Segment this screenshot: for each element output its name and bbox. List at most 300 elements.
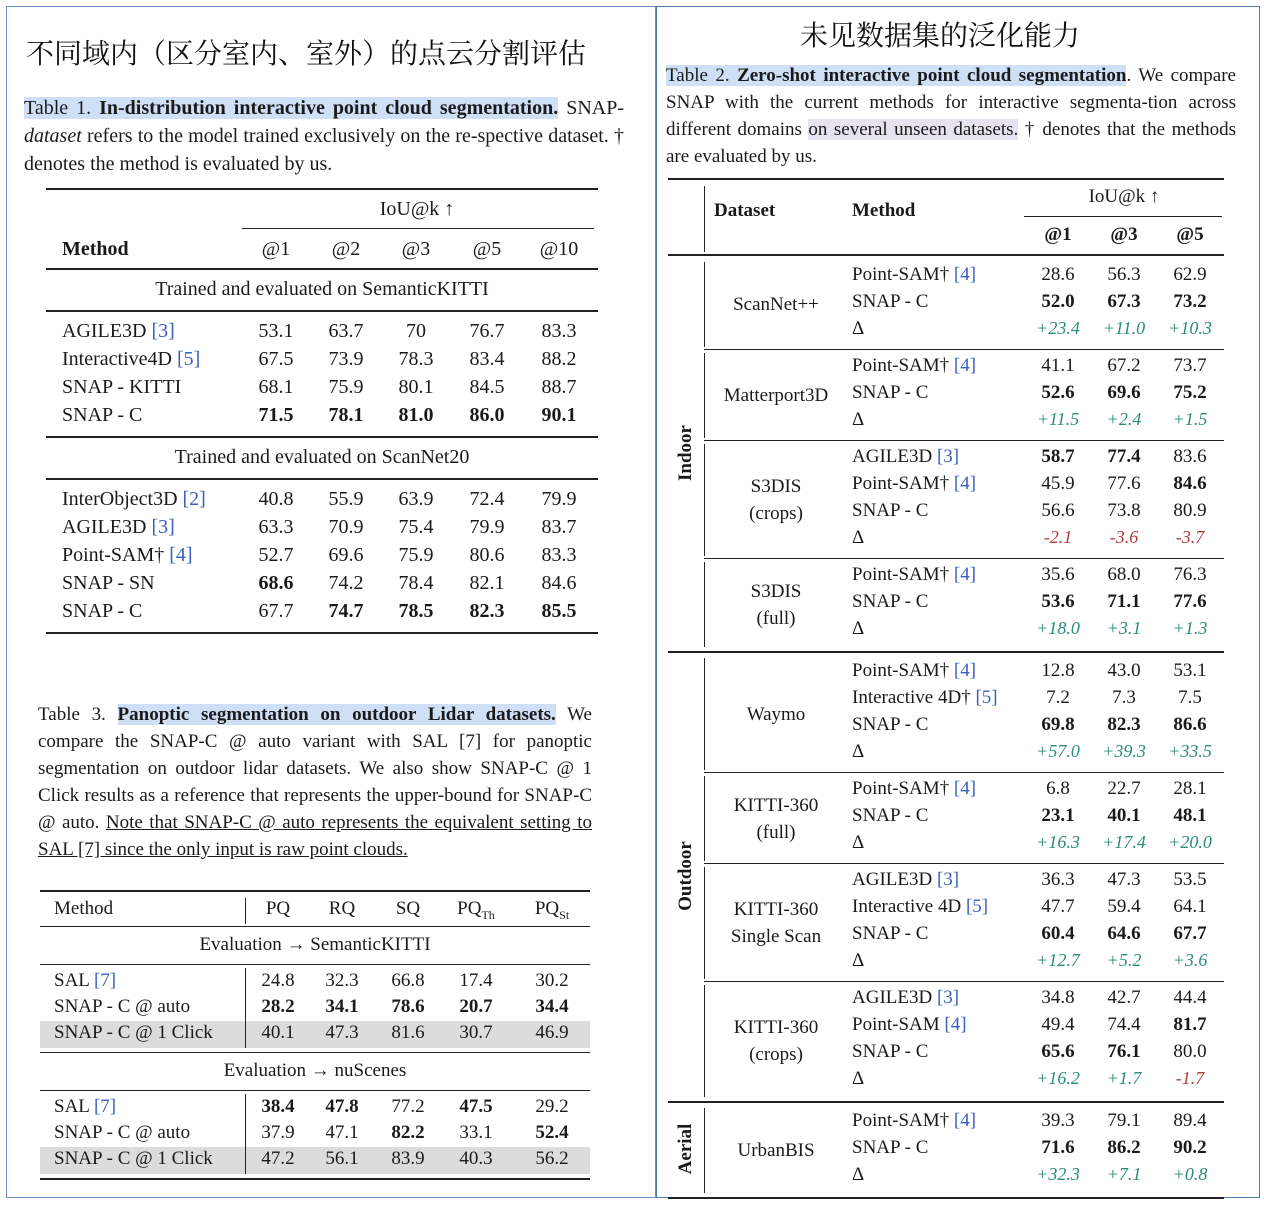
- table3-col-header-sub: St: [559, 907, 570, 922]
- table1-row-citation: [4]: [169, 544, 193, 566]
- table3-cell: 32.3: [325, 970, 359, 991]
- table2-cell: 34.8: [1041, 987, 1075, 1008]
- table2-row-citation: [4]: [944, 1014, 967, 1035]
- table2-cell: 77.6: [1107, 473, 1141, 494]
- table-rule: [668, 651, 1224, 653]
- table2-vrule: [704, 658, 705, 770]
- table2-vrule: [704, 562, 705, 647]
- table3-section-title: Evaluation → SemanticKITTI: [199, 934, 431, 955]
- table1-row-method: AGILE3D: [62, 320, 147, 342]
- table2-row-method: Point-SAM†: [852, 264, 950, 285]
- table1-cell: 83.3: [541, 544, 577, 566]
- table3-row-citation: [7]: [93, 970, 117, 991]
- table2-row-method: Δ: [852, 318, 865, 339]
- table2-row-citation: [3]: [936, 869, 960, 890]
- table2-vrule: [704, 353, 705, 438]
- table1-row-citation: [3]: [151, 516, 175, 538]
- table2-row-method: [852, 1110, 976, 1132]
- table1-cell: 82.1: [469, 572, 505, 594]
- table2-vrule: [704, 186, 705, 252]
- table-rule: [40, 1052, 590, 1053]
- table2-cell: 73.8: [1107, 500, 1141, 521]
- table3-method-header: Method: [54, 898, 114, 919]
- table2-vrule: [704, 444, 705, 556]
- table-rule: [46, 268, 598, 270]
- table2-delta-cell: +16.2: [1036, 1068, 1080, 1088]
- table-rule: [46, 310, 598, 312]
- table1-row-citation: [3]: [151, 320, 175, 342]
- table1-section-title: Trained and evaluated on SemanticKITTI: [155, 278, 489, 300]
- table2-cell: 75.2: [1173, 382, 1207, 403]
- table1-row-method: [62, 320, 175, 343]
- table2-row-method: Interactive 4D†: [852, 687, 971, 708]
- table1-cell: 80.6: [469, 544, 505, 566]
- table2-delta-cell: +11.0: [1102, 318, 1146, 338]
- table1-cell: 76.7: [469, 320, 505, 342]
- table2-dataset-name-line: S3DIS: [750, 580, 802, 602]
- table2-cell: 82.3: [1107, 714, 1141, 735]
- table2-row-method: AGILE3D: [852, 446, 933, 467]
- table2-cell: 7.3: [1112, 687, 1136, 708]
- table2-caption-a: . We compare SNAP with the current methods for interactive segmenta-tion across different domains: [666, 65, 1236, 140]
- table2-row-method: Δ: [852, 1164, 865, 1185]
- table2-cell: 77.6: [1173, 591, 1207, 612]
- table2-cell: 44.4: [1173, 987, 1207, 1008]
- table3-col-header: [308, 898, 376, 920]
- table2-row-method: AGILE3D: [852, 869, 933, 890]
- table2-metric-rule: [1024, 216, 1222, 217]
- table1-cell: 68.6: [258, 572, 294, 594]
- table2-row-method: Δ: [852, 1068, 865, 1089]
- table1-cell: 70: [406, 320, 426, 342]
- table2-cell: 74.4: [1107, 1014, 1141, 1035]
- table2-row-citation: [3]: [936, 446, 960, 467]
- table3-cell: 40.3: [459, 1148, 493, 1169]
- table3-cell: 30.2: [535, 970, 569, 991]
- table3-col-header-text: PQ: [265, 898, 291, 919]
- table2-dataset-name: [710, 792, 842, 846]
- table1-caption-body-a: SNAP-: [566, 97, 625, 119]
- table3-cell: 17.4: [459, 970, 493, 991]
- left-heading: 不同域内（区分室内、室外）的点云分割评估: [26, 37, 587, 70]
- table1-cell: 84.5: [469, 376, 505, 398]
- table2-row-method: Δ: [852, 527, 865, 548]
- table3-caption: [38, 701, 592, 863]
- table3-cell: 33.1: [459, 1122, 493, 1143]
- table2-row-citation: [4]: [953, 778, 977, 799]
- table2-dataset-name-line: Matterport3D: [723, 385, 829, 406]
- table1-col-header: @2: [331, 238, 361, 260]
- table2-cell: 23.1: [1041, 805, 1075, 826]
- table2-cell: 64.6: [1107, 923, 1141, 944]
- table1-cell: 71.5: [258, 404, 294, 426]
- table2-row-method: [852, 355, 976, 377]
- table2-row-method: [852, 409, 864, 431]
- table1-cell: 80.1: [398, 376, 434, 398]
- table3-caption-body: We compare the SNAP-C @ auto variant with SAL [7] for panoptic segmentation on outdoor lidar datasets. We also show SNAP-C @ 1 Click results as a reference that represents the upper-bound for SNAP-C @ auto.: [38, 704, 592, 833]
- table2-row-method: SNAP - C: [852, 923, 929, 944]
- table1-row-method: [62, 572, 155, 595]
- table3-cell: 47.5: [459, 1096, 493, 1117]
- table1-cell: 72.4: [469, 488, 505, 510]
- table2-row-method: SNAP - C: [852, 714, 929, 735]
- table3-vrule: [245, 968, 246, 1048]
- table2-row-method: [852, 805, 928, 827]
- table2-method-header: Method: [852, 200, 916, 221]
- table3-col-header-text: SQ: [395, 898, 421, 919]
- table1-cell: 75.4: [398, 516, 434, 538]
- table3-cell: 56.1: [325, 1148, 359, 1169]
- table2-dataset-name: [710, 896, 842, 950]
- table3-row-method: SAL: [54, 1096, 90, 1117]
- table2-row-method: [852, 741, 864, 763]
- table3-row-method: [54, 1122, 190, 1144]
- table1-row-method: [62, 488, 206, 511]
- table-rule: [40, 926, 590, 927]
- table2-row-method: [852, 382, 928, 404]
- table2-dataset-rule: [704, 440, 1224, 441]
- table1-cell: 75.9: [328, 376, 364, 398]
- table3-row-method: SNAP - C @ 1 Click: [54, 1148, 213, 1169]
- table2-cell: 67.3: [1107, 291, 1141, 312]
- table-rule: [40, 1090, 590, 1091]
- table1-cell: 79.9: [469, 516, 505, 538]
- table2-cell: 86.2: [1107, 1137, 1141, 1158]
- table2-delta-cell: +16.3: [1036, 832, 1080, 852]
- table2-row-method: SNAP - C: [852, 805, 929, 826]
- table2-dataset-name: [710, 701, 842, 728]
- table2-dataset-rule: [704, 558, 1224, 559]
- table2-dataset-name-line: UrbanBIS: [737, 1140, 815, 1161]
- table2-cell: 64.1: [1173, 896, 1207, 917]
- table2-dataset-name-line: (crops): [749, 1044, 803, 1065]
- table2-row-method: [852, 832, 864, 854]
- table1-method-header: Method: [62, 238, 129, 260]
- table2-cell: 7.5: [1178, 687, 1202, 708]
- table3-cell: 30.7: [459, 1022, 493, 1043]
- table2-delta-cell: +2.4: [1106, 409, 1142, 429]
- table-rule: [46, 188, 598, 190]
- table2-group-label: Indoor: [675, 424, 696, 481]
- table3-col-header-text: PQ: [457, 898, 482, 919]
- table3-cell: 38.4: [261, 1096, 295, 1117]
- table2-row-method: AGILE3D: [852, 987, 933, 1008]
- table2-row-citation: [4]: [953, 564, 977, 585]
- table2-col-header: @5: [1176, 224, 1204, 245]
- table2-cell: 80.9: [1173, 500, 1207, 521]
- table2-dataset-header: Dataset: [714, 200, 776, 221]
- table1-cell: 85.5: [541, 600, 577, 622]
- table2-row-method: Point-SAM†: [852, 660, 950, 681]
- table2-cell: 45.9: [1041, 473, 1075, 494]
- table3-cell: 28.2: [261, 996, 295, 1017]
- table2-cell: 41.1: [1041, 355, 1075, 376]
- table2-dataset-rule: [704, 863, 1224, 864]
- table1-cell: 78.5: [398, 600, 434, 622]
- table2-cell: 68.0: [1107, 564, 1141, 585]
- table1-col-header: @3: [401, 238, 431, 260]
- table1-cell: 79.9: [541, 488, 577, 510]
- table2-row-method: [852, 1137, 928, 1159]
- table2-delta-cell: +12.7: [1036, 950, 1080, 970]
- table2-row-method: Δ: [852, 741, 865, 762]
- table2-row-method: [852, 714, 928, 736]
- table1-col-header: @1: [261, 238, 291, 260]
- table3-cell: 46.9: [535, 1022, 569, 1043]
- table2-row-citation: [4]: [953, 264, 977, 285]
- table2-dataset-name-line: (crops): [749, 503, 803, 524]
- table2-row-method: [852, 1068, 864, 1090]
- table1-cell: 81.0: [398, 404, 434, 426]
- table3-col-header-text: PQ: [534, 898, 560, 919]
- table2-col-header: @1: [1044, 224, 1072, 245]
- table2-cell: 69.8: [1041, 714, 1075, 735]
- table1-cell: 53.1: [258, 320, 294, 342]
- table3-cell: 78.6: [391, 996, 425, 1017]
- table1-caption-body-b: dataset: [24, 125, 82, 147]
- table2-delta-cell: +5.2: [1106, 950, 1142, 970]
- table2-cell: 76.3: [1173, 564, 1207, 585]
- table2-vrule: [704, 776, 705, 861]
- table2-delta-cell: +3.6: [1172, 950, 1208, 970]
- table1-cell: 70.9: [328, 516, 364, 538]
- table2-row-method: [852, 896, 988, 918]
- table2-dataset-name-line: (full): [756, 607, 796, 629]
- table1-row-method: [62, 404, 142, 427]
- table2-cell: 49.4: [1041, 1014, 1075, 1035]
- table1-cell: 55.9: [328, 488, 364, 510]
- table2-delta-cell: -2.1: [1043, 527, 1073, 547]
- table3-cell: 77.2: [391, 1096, 425, 1117]
- table2-row-method: [852, 446, 959, 468]
- table1-row-method: Point-SAM†: [62, 544, 165, 566]
- table2: [668, 178, 1224, 1190]
- table1-row-method: [62, 600, 142, 623]
- table3-row-method: [54, 996, 190, 1018]
- table2-row-method: Point-SAM†: [852, 778, 950, 799]
- table2-cell: 62.9: [1173, 264, 1207, 285]
- table3-col-header: [518, 898, 586, 923]
- table2-row-method: [852, 1164, 864, 1186]
- table2-cell: 12.8: [1041, 660, 1075, 681]
- table2-row-method: [852, 869, 959, 891]
- table2-cell: 59.4: [1107, 896, 1141, 917]
- table3-vrule: [245, 1094, 246, 1174]
- table2-cell: 79.1: [1107, 1110, 1141, 1131]
- table1-caption-body-c: refers to the model trained exclusively on the re-spective dataset. † denotes the method is evaluated by us.: [24, 125, 624, 175]
- table2-dataset-name-line: Waymo: [746, 703, 806, 725]
- table1-cell: 78.3: [398, 348, 434, 370]
- table-rule: [668, 178, 1224, 180]
- table2-dataset-name: [710, 473, 842, 527]
- table1-row-method: [62, 516, 175, 539]
- table2-row-method: [852, 264, 976, 286]
- table2-dataset-name-line: KITTI-360: [733, 899, 819, 920]
- table1-row-method: InterObject3D: [62, 488, 178, 510]
- table1-cell: 78.1: [328, 404, 364, 426]
- table2-caption: [666, 62, 1236, 170]
- table-rule: [668, 1197, 1224, 1199]
- table1-row-method: SNAP - KITTI: [62, 376, 182, 398]
- table3-row-method: [54, 1148, 213, 1170]
- table1-metric-header: IoU@k ↑: [379, 198, 455, 220]
- table2-dataset-name-line: ScanNet++: [733, 294, 819, 315]
- table2-cell: 40.1: [1107, 805, 1141, 826]
- table2-row-method: [852, 1014, 967, 1036]
- table2-cell: 89.4: [1173, 1110, 1207, 1131]
- table2-delta-cell: +17.4: [1102, 832, 1146, 852]
- table2-dataset-name-line: KITTI-360: [733, 794, 819, 816]
- table3-cell: 29.2: [535, 1096, 569, 1117]
- table3-cell: 47.2: [261, 1148, 295, 1169]
- table2-dataset-name-line: KITTI-360: [733, 1017, 819, 1038]
- table-rule: [668, 254, 1224, 256]
- table2-row-method: Interactive 4D: [852, 896, 962, 917]
- table2-cell: 7.2: [1046, 687, 1070, 708]
- table2-dataset-name: [710, 291, 842, 318]
- table2-cell: 56.3: [1107, 264, 1141, 285]
- table2-dataset-rule: [704, 349, 1224, 350]
- table3-cell: 40.1: [261, 1022, 295, 1043]
- table-rule: [46, 436, 598, 438]
- table2-row-method: [852, 950, 864, 972]
- table2-vrule: [704, 1108, 705, 1193]
- table2-row-method: [852, 591, 928, 613]
- table2-cell: 80.0: [1173, 1041, 1207, 1062]
- table1-row-citation: [5]: [176, 348, 201, 370]
- table2-cell: 52.6: [1041, 382, 1075, 403]
- table2-vrule: [704, 985, 705, 1097]
- table2-cell: 58.7: [1041, 446, 1075, 467]
- table3-cell: 52.4: [535, 1122, 569, 1143]
- table2-row-method: [852, 778, 976, 800]
- table3-section-title: Evaluation → nuScenes: [223, 1060, 407, 1081]
- table2-caption-b: † denotes that the methods are evaluated by us.: [666, 119, 1236, 167]
- table2-row-method: [852, 618, 864, 640]
- table2-cell: 71.6: [1041, 1137, 1075, 1158]
- table1-cell: 73.9: [328, 348, 364, 370]
- table2-cell: 67.2: [1107, 355, 1141, 376]
- table1-cell: 67.5: [258, 348, 294, 370]
- table2-delta-cell: -1.7: [1175, 1068, 1205, 1088]
- table2-cell: 47.7: [1041, 896, 1075, 917]
- table2-vrule: [704, 867, 705, 979]
- table2-cell: 47.3: [1107, 869, 1141, 890]
- table1-caption: [24, 94, 624, 178]
- table-rule: [40, 1178, 590, 1180]
- table3-col-header: [244, 898, 312, 920]
- table2-row-method: Point-SAM†: [852, 564, 950, 585]
- table1-cell: 40.8: [258, 488, 294, 510]
- table2-row-method: [852, 660, 976, 682]
- table2-row-citation: [4]: [953, 660, 977, 681]
- table1-cell: 88.7: [541, 376, 577, 398]
- table1-cell: 84.6: [541, 572, 577, 594]
- table2-delta-cell: +3.1: [1106, 618, 1142, 638]
- table3-cell: 66.8: [391, 970, 425, 991]
- table3-cell: 81.6: [391, 1022, 425, 1043]
- table1-cell: 63.3: [258, 516, 294, 538]
- table2-cell: 90.2: [1173, 1137, 1207, 1158]
- table2-cell: 86.6: [1173, 714, 1207, 735]
- table1-row-method: SNAP - SN: [62, 572, 155, 594]
- table3-col-header: [442, 898, 510, 923]
- table3-caption-label: Table 3.: [38, 704, 106, 725]
- table2-row-method: Δ: [852, 832, 865, 853]
- table2-cell: 28.6: [1041, 264, 1075, 285]
- table2-cell: 28.1: [1173, 778, 1207, 799]
- table2-row-method: [852, 564, 976, 586]
- table2-row-method: [852, 500, 928, 522]
- table2-cell: 35.6: [1041, 564, 1075, 585]
- table3-cell: 24.8: [261, 970, 295, 991]
- table2-row-citation: [4]: [953, 355, 977, 376]
- table1-row-method: [62, 544, 193, 567]
- table2-row-method: Point-SAM†: [852, 355, 950, 376]
- table2-dataset-name: [710, 578, 842, 632]
- table3-cell: 34.1: [325, 996, 359, 1017]
- table1-row-method: [62, 376, 181, 399]
- table-rule: [46, 632, 598, 634]
- table3-cell: 20.7: [459, 996, 493, 1017]
- table2-row-citation: [4]: [953, 1110, 977, 1131]
- table2-row-method: SNAP - C: [852, 382, 929, 403]
- table2-cell: 6.8: [1046, 778, 1070, 799]
- table3-cell: 37.9: [261, 1122, 295, 1143]
- table2-delta-cell: +1.3: [1172, 618, 1208, 638]
- table2-row-method: Δ: [852, 409, 865, 430]
- table3-caption-title: Panoptic segmentation on outdoor Lidar datasets.: [117, 704, 556, 725]
- table2-row-method: [852, 687, 998, 709]
- table1-row-method: [62, 348, 200, 371]
- table3-row-method: [54, 1022, 213, 1044]
- table3-cell: 83.9: [391, 1148, 425, 1169]
- table1-cell: 82.3: [469, 600, 505, 622]
- table2-row-method: SNAP - C: [852, 291, 929, 312]
- table1-cell: 75.9: [398, 544, 434, 566]
- table2-delta-cell: +57.0: [1036, 741, 1080, 761]
- table2-delta-cell: +33.5: [1168, 741, 1212, 761]
- table-rule: [46, 478, 598, 480]
- table2-group-label: Aerial: [675, 1123, 696, 1174]
- table1-row-method: Interactive4D: [62, 348, 172, 370]
- table3-cell: 47.1: [325, 1122, 359, 1143]
- table1-cell: 83.4: [469, 348, 505, 370]
- table2-group-label: Outdoor: [675, 840, 696, 911]
- table2-cell: 39.3: [1041, 1110, 1075, 1131]
- table2-cell: 69.6: [1107, 382, 1141, 403]
- table1-cell: 74.2: [328, 572, 364, 594]
- table3-row-method: SNAP - C @ auto: [54, 1122, 191, 1143]
- table2-delta-cell: +10.3: [1168, 318, 1212, 338]
- table2-cell: 43.0: [1107, 660, 1141, 681]
- table3-col-header-text: RQ: [328, 898, 356, 919]
- table2-cell: 53.1: [1173, 660, 1207, 681]
- table1-row-method: SNAP - C: [62, 404, 143, 426]
- table2-delta-cell: +23.4: [1036, 318, 1080, 338]
- table2-dataset-name-line: S3DIS: [750, 476, 802, 497]
- right-heading: 未见数据集的泛化能力: [800, 19, 1081, 52]
- table3-cell: 34.4: [535, 996, 569, 1017]
- table3: [40, 890, 590, 1180]
- table2-row-method: SNAP - C: [852, 1137, 929, 1158]
- table2-row-method: Point-SAM†: [852, 1110, 950, 1131]
- table2-col-header: @3: [1110, 224, 1138, 245]
- table3-row-method: SNAP - C @ 1 Click: [54, 1022, 213, 1043]
- table2-row-method: [852, 923, 928, 945]
- table2-caption-title: Zero-shot interactive point cloud segmentation: [737, 65, 1127, 86]
- table1-row-method: AGILE3D: [62, 516, 147, 538]
